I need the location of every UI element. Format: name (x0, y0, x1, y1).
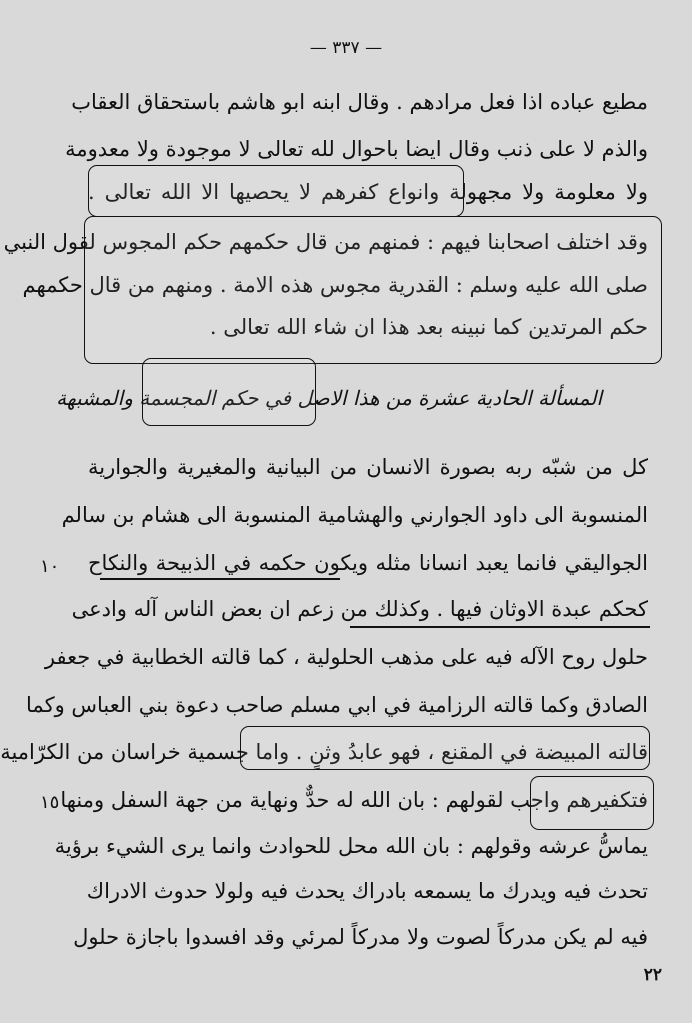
section-heading: المسألة الحادية عشرة من هذا الاصل في حكم المجسمة والمشبهة (56, 386, 602, 410)
text-line: قالته المبيضة في المقنع ، فهو عابدُ وثنٍ . واما جسمية خراسان من الكرّامية (0, 740, 648, 764)
highlight-box (240, 726, 650, 770)
text-line: والذم لا على ذنب وقال ايضا باحوال لله تعالى لا موجودة ولا معدومة (65, 137, 648, 161)
text-line: وقد اختلف اصحابنا فيهم : فمنهم من قال حكمهم حكم المجوس لقول النبي (3, 230, 648, 254)
text-line: المنسوبة الى داود الجوارني والهشامية المنسوبة الى هشام بن سالم (61, 503, 648, 527)
margin-line-number: ١٥ (40, 792, 60, 813)
underline (350, 626, 650, 628)
text-line: ولا معلومة ولا مجهولة وانواع كفرهم لا يحصيها الا الله تعالى . (88, 180, 648, 204)
text-line: فتكفيرهم واجب لقولهم : بان الله له حدٌّ ونهاية من جهة السفل ومنها (60, 788, 648, 812)
text-line: فيه لم يكن مدركاً لصوت ولا مدركاً لمرئي وقد افسدوا باجازة حلول (73, 925, 648, 949)
highlight-box (530, 776, 654, 830)
text-line: صلى الله عليه وسلم : القدرية مجوس هذه الامة . ومنهم من قال حكمهم (22, 273, 648, 297)
text-line: الجواليقي فانما يعبد انسانا مثله ويكون حكمه في الذبيحة والنكاح (88, 551, 648, 575)
text-line: كحكم عبدة الاوثان فيها . وكذلك من زعم ان بعض الناس آله وادعى (71, 597, 648, 621)
underline (100, 578, 340, 580)
page-number: — ٣٣٧ — (309, 38, 383, 58)
text-line: الصادق وكما قالته الرزامية في ابي مسلم صاحب دعوة بني العباس وكما (26, 693, 648, 717)
text-line: حكم المرتدين كما نبينه بعد هذا ان شاء الله تعالى . (209, 315, 648, 339)
text-line: مطيع عباده اذا فعل مرادهم . وقال ابنه ابو هاشم باستحقاق العقاب (71, 90, 648, 114)
margin-line-number: ١٠ (40, 556, 60, 577)
highlight-box (3, 216, 662, 364)
text-line: حلول روح الآله فيه على مذهب الحلولية ، كما قالته الخطابية في جعفر (44, 645, 648, 669)
text-line: تحدث فيه ويدرك ما يسمعه بادراك يحدث فيه ولولا حدوث الادراك (86, 879, 648, 903)
highlight-box (88, 165, 464, 217)
highlight-box (142, 358, 316, 426)
text-line: كل من شبّه ربه بصورة الانسان من البيانية والمغيرية والجوارية (88, 455, 648, 479)
footer-number: ٢٢ (643, 965, 662, 985)
text-line: يماسُّ عرشه وقولهم : بان الله محل للحوادث وانما يرى الشيء برؤية (54, 834, 648, 858)
